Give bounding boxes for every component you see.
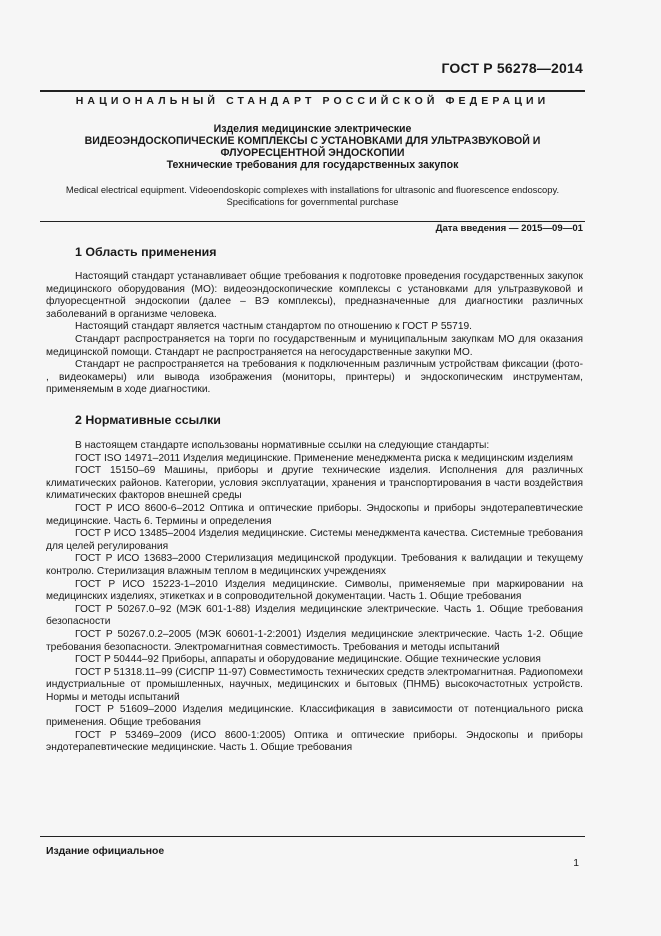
title-block <box>40 123 585 171</box>
reference-item: ГОСТ Р 53469–2009 (ИСО 8600-1:2005) Оптика и оптические приборы. Эндоскопы и приборы эндотерапевтические медицинские. Часть 1. Общие требования <box>46 729 583 754</box>
title-rule <box>40 221 585 222</box>
title-en-line-2: Specifications for governmental purchase <box>226 196 399 207</box>
section-1-paragraph: Стандарт не распространяется на требования к подключенным различным устройствам фиксации (фото- , видеокамеры) или вывода изображения (мониторы, принтеры) и эндоскопическим инструментам, применяемым в ходе диагностики. <box>46 359 583 396</box>
page-number: 1 <box>573 858 579 869</box>
reference-item: ГОСТ 15150–69 Машины, приборы и другие технические изделия. Исполнения для различных климатических районов. Категории, условия эксплуатации, хранения и транспортирования в части воздействия климатических факторов внешней среды <box>46 465 583 502</box>
national-standard-banner: НАЦИОНАЛЬНЫЙ СТАНДАРТ РОССИЙСКОЙ ФЕДЕРАЦИИ <box>75 95 550 107</box>
reference-item: ГОСТ Р ИСО 13485–2004 Изделия медицинские. Системы менеджмента качества. Системные требования для целей регулирования <box>46 528 583 552</box>
section-1-heading: 1 Область применения <box>75 245 217 259</box>
section-1-paragraph: Стандарт распространяется на торги по государственным и муниципальным закупкам МО для оказания медицинской помощи. Стандарт не распространяется на негосударственные закупки МО. <box>46 333 583 358</box>
official-edition-label: Издание официальное <box>46 846 165 857</box>
section-1-paragraph: Настоящий стандарт является частным стандартом по отношению к ГОСТ Р 55719. <box>75 321 473 333</box>
reference-item: ГОСТ Р 51609–2000 Изделия медицинские. Классификация в зависимости от потенциального риска применения. Общие требования <box>46 704 583 729</box>
reference-item: В настоящем стандарте использованы нормативные ссылки на следующие стандарты: <box>75 440 490 451</box>
title-line-3: ФЛУОРЕСЦЕНТНОЙ ЭНДОСКОПИИ <box>220 147 405 159</box>
reference-item: ГОСТ Р 51318.11–99 (СИСПР 11-97) Совместимость технических средств электромагнитная. Радиопомехи индустриальные от промышленных, научных, медицинских и бытовых (ПНМБ) высокочастотных устройств. Нормы и методы испытаний <box>46 666 583 703</box>
title-english <box>40 184 585 208</box>
section-1-body <box>46 271 583 397</box>
header-rule <box>40 90 585 92</box>
title-en-line-1: Medical electrical equipment. Videoendoskopic complexes with installations for ultrasonic and fluorescence endoscopy. <box>65 184 560 195</box>
reference-item: ГОСТ Р ИСО 15223-1–2010 Изделия медицинские. Символы, применяемые при маркировании на медицинских изделиях, этикетках и в сопроводительной документации. Часть 1. Общие требования <box>46 578 583 603</box>
reference-item: ГОСТ Р 50267.0.2–2005 (МЭК 60601-1-2:2001) Изделия медицинские электрические. Часть 1-2. Общие требования безопасности. Электромагнитная совместимость. Требования и методы испытаний <box>46 628 583 653</box>
footer-rule <box>40 836 585 837</box>
reference-item: ГОСТ Р ИСО 13683–2000 Стерилизация медицинской продукции. Требования к валидации и текущему контролю. Стерилизация влажным теплом в медицинских учреждениях <box>46 553 583 577</box>
reference-item: ГОСТ Р 50444–92 Приборы, аппараты и оборудование медицинские. Общие технические условия <box>75 654 541 666</box>
intro-date: Дата введения — 2015—09—01 <box>435 223 583 234</box>
reference-item: ГОСТ Р ИСО 8600-6–2012 Оптика и оптические приборы. Эндоскопы и приборы эндотерапевтические медицинские. Часть 6. Термины и определения <box>46 502 583 527</box>
reference-item: ГОСТ ISO 14971–2011 Изделия медицинские. Применение менеджмента риска к медицинским изделиям <box>75 452 573 464</box>
section-2-heading: 2 Нормативные ссылки <box>75 413 221 427</box>
title-line-4: Технические требования для государственных закупок <box>166 159 459 171</box>
reference-item: ГОСТ Р 50267.0–92 (МЭК 601-1-88) Изделия медицинские электрические. Часть 1. Общие требования безопасности <box>46 603 583 628</box>
section-1-paragraph: Настоящий стандарт устанавливает общие требования к подготовке проведения государственных закупок медицинского оборудования (МО): видеоэндоскопические комплексы с установками для ультразвуковой и флуоресцентной эндоскопии (далее – ВЭ комплексы), предназначенные для диагностики различных заболеваний в организме человека. <box>46 271 583 320</box>
title-line-2: ВИДЕОЭНДОСКОПИЧЕСКИЕ КОМПЛЕКСЫ С УСТАНОВКАМИ ДЛЯ УЛЬТРАЗВУКОВОЙ И <box>84 135 541 147</box>
gost-number: ГОСТ Р 56278—2014 <box>441 60 583 76</box>
section-2-body <box>46 440 583 755</box>
title-line-1: Изделия медицинские электрические <box>213 123 412 135</box>
